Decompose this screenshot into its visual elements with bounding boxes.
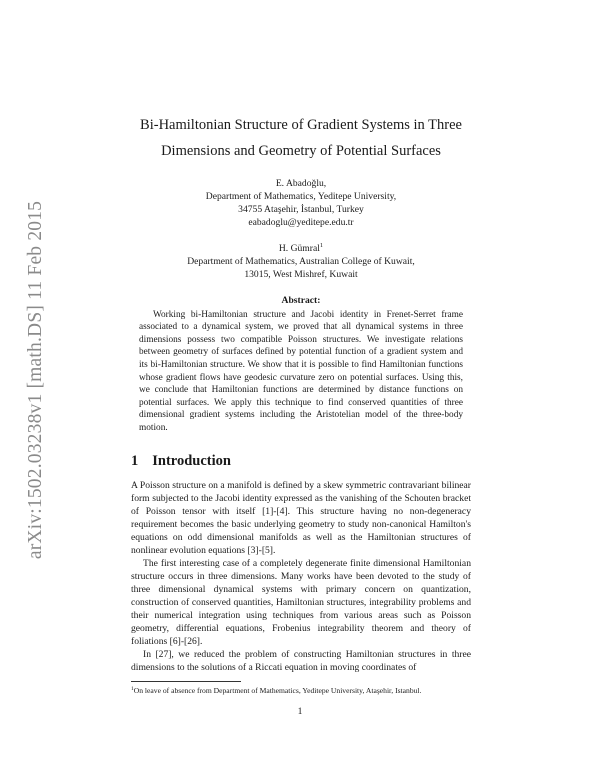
author-2 bbox=[131, 239, 471, 281]
paper-page bbox=[131, 112, 471, 696]
footnote bbox=[131, 684, 471, 697]
footnote-divider bbox=[131, 681, 241, 682]
title-line-1: Bi-Hamiltonian Structure of Gradient Systems in Three bbox=[140, 117, 462, 133]
arxiv-identifier bbox=[16, 180, 56, 580]
abstract-heading: Abstract: bbox=[281, 295, 321, 306]
author-2-name-line bbox=[131, 239, 471, 255]
abstract-text: Working bi-Hamiltonian structure and Jacobi identity in Frenet-Serret frame associated to a dynamical system, we proved that all dynamical systems in three dimensions possess two compatible Poisson structures. We investigate relations between geometry of surfaces defined by potential function of a gradient system and its bi-Hamiltonian structure. We show that it is possible to find Hamiltonian functions whose gradient flows have geodesic curvature zero on potential surfaces. Using this, we conclude that Hamiltonian functions are determined by distance functions on potential surfaces. We apply this technique to find conserved quantities of three dimensional gradient systems including the Aristotelian model of the three-body motion. bbox=[139, 309, 463, 433]
author-1-dept: Department of Mathematics, Yeditepe University, bbox=[205, 191, 397, 202]
author-1-email: eabadoglu@yeditepe.edu.tr bbox=[248, 217, 354, 228]
author-2-name: H. Gümral bbox=[278, 243, 320, 254]
footnote-text: On leave of absence from Department of Mathematics, Yeditepe University, Ataşehir, Istanbul. bbox=[133, 685, 422, 695]
intro-paragraph-3: In [27], we reduced the problem of constructing Hamiltonian structures in three dimensions to the solutions of a Riccati equation in moving coordinates of bbox=[131, 648, 471, 673]
abstract bbox=[139, 295, 463, 435]
author-2-address: 13015, West Mishref, Kuwait bbox=[244, 269, 358, 280]
intro-paragraph-2: The first interesting case of a completely degenerate finite dimensional Hamiltonian structure occurs in three dimensions. Many works have been devoted to the study of three dimensional dynamical systems with primary concern on quantization, construction of conserved quantities, Hamiltonian structures, integrability problems and their numerical integration using techniques from various areas such as Poisson geometry, differential equations, Frobenius integrability theorem and theory of foliations [6]-[26]. bbox=[131, 557, 471, 647]
footnote-mark: 1 bbox=[131, 685, 134, 692]
page-number: 1 bbox=[297, 706, 303, 717]
section-heading bbox=[131, 452, 471, 470]
arxiv-identifier-text: arXiv:1502.03238v1 [math.DS] 11 Feb 2015 bbox=[25, 200, 46, 560]
section-number: 1 bbox=[131, 452, 139, 469]
title-line-2: Dimensions and Geometry of Potential Surfaces bbox=[161, 143, 441, 159]
author-1 bbox=[131, 177, 471, 229]
author-2-footnote-mark: 1 bbox=[319, 242, 324, 249]
author-1-address: 34755 Ataşehir, İstanbul, Turkey bbox=[238, 204, 364, 215]
section-title: Introduction bbox=[152, 452, 231, 469]
author-2-dept: Department of Mathematics, Australian College of Kuwait, bbox=[187, 256, 415, 267]
paper-title bbox=[131, 112, 471, 164]
author-1-name: E. Abadoğlu, bbox=[275, 178, 327, 189]
intro-paragraph-1: A Poisson structure on a manifold is defined by a skew symmetric contravariant bilinear form subjected to the Jacobi identity expressed as the vanishing of the Schouten bracket of Poisson tensor with itself [1]-[4]. This structure having no non-degeneracy requirement becomes the basic underlying geometry to study non-canonical Hamilton's equations on odd dimensional manifolds as well as the Hamiltonian structures of nonlinear evolution equations [3]-[5]. bbox=[131, 479, 471, 556]
